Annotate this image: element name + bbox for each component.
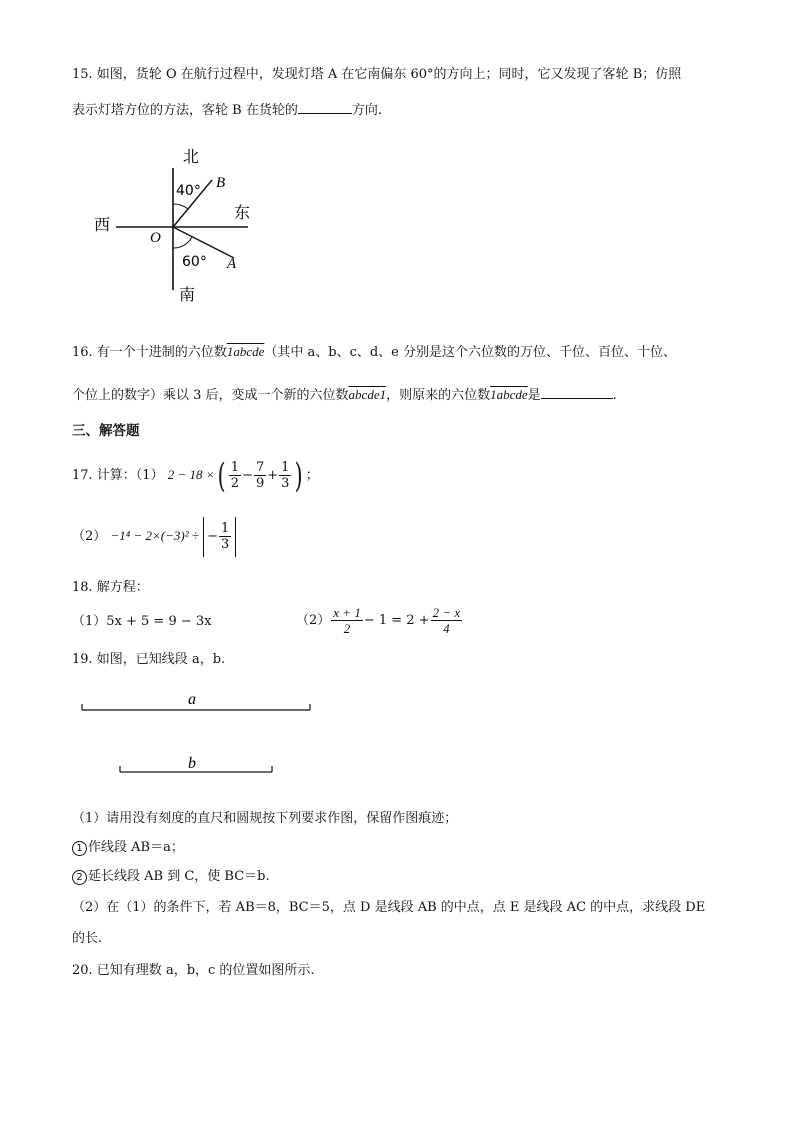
q19-title: 19. 如图，已知线段 a，b. — [72, 652, 226, 667]
q19-requirement-2: （2）在（1）的条件下，若 AB＝8，BC＝5，点 D 是线段 AB 的中点，点 E 是线段 AC 的中点，求线段 DE — [72, 900, 706, 915]
q19-requirement-1: （1）请用没有刻度的直尺和圆规按下列要求作图，保留作图痕迹； — [72, 811, 458, 826]
label-o: O — [150, 230, 161, 246]
fraction: $\frac{2 - x}{4}$ — [432, 605, 461, 636]
original-six-digit-number: 1abcde — [490, 387, 528, 402]
q18-p2-label: （2） — [296, 613, 331, 628]
q15-line2-text: 表示灯塔方位的方法，客轮 B 在货轮的 — [72, 103, 298, 118]
label-south: 南 — [179, 285, 196, 304]
q17-label: 17. 计算：（1） — [72, 468, 164, 483]
right-paren: ) — [295, 455, 304, 496]
answer-blank — [541, 386, 613, 399]
section-heading: 三、解答题 — [72, 423, 140, 439]
q17-part2 — [72, 516, 236, 557]
q17-p2-expr: −1⁴ − 2×(−3)² ÷ — [110, 528, 199, 543]
circled-number: 1 — [72, 841, 87, 856]
segment-b-label: b — [188, 755, 196, 772]
q17-part1 — [72, 456, 319, 495]
six-digit-number: 1abcde — [226, 344, 265, 359]
q19-step-2 — [72, 868, 270, 886]
label-north: 北 — [183, 147, 200, 166]
q17-p2-label: （2） — [72, 529, 107, 544]
q15-line2 — [72, 101, 382, 120]
step-text: 延长线段 AB 到 C，使 BC＝b. — [88, 869, 270, 884]
q16-text-6: . — [612, 388, 617, 403]
q16-text-5: 是 — [527, 388, 541, 403]
segments-figure — [78, 688, 328, 780]
q15-line1: 15. 如图，货轮 O 在航行过程中，发现灯塔 A 在它南偏东 60°的方向上；同时，它又发现了客轮 B；仿照 — [72, 67, 682, 82]
q19-requirement-2-cont: 的长. — [72, 931, 103, 946]
q16-line1 — [72, 343, 676, 362]
compass-figure — [88, 140, 278, 310]
circled-number: 2 — [72, 870, 87, 885]
q16-line2 — [72, 386, 617, 405]
q15-line2-tail: 方向. — [351, 103, 382, 118]
answer-blank — [298, 101, 352, 114]
fraction: $\frac{x + 1}{2}$ — [333, 605, 361, 636]
operator: − — [242, 468, 253, 483]
operator: + — [267, 468, 279, 483]
q17-expr-lead: 2 − 18 × — [167, 467, 215, 482]
q20-line1: 20. 已知有理数 a，b，c 的位置如图所示. — [72, 963, 315, 978]
q16-text-2: （其中 a、b、c、d、e 分别是这个六位数的万位、千位、百位、十位、 — [264, 345, 676, 360]
new-six-digit-number: abcde1 — [348, 387, 387, 402]
label-west: 西 — [94, 215, 111, 234]
fraction: $\frac{1}{3}$ — [281, 460, 290, 491]
label-b: B — [216, 175, 226, 191]
punctuation: ； — [305, 468, 319, 483]
q18-part2 — [296, 603, 463, 639]
q16-text-3: 个位上的数字）乘以 3 后，变成一个新的六位数 — [72, 388, 349, 403]
absolute-value: − $\frac{1}{3}$ — [203, 517, 236, 557]
fraction: $\frac{7}{9}$ — [255, 460, 265, 491]
q16-text-4: ，则原来的六位数 — [386, 388, 491, 403]
q16-text-1: 16. 有一个十进制的六位数 — [72, 345, 227, 360]
step-text: 作线段 AB＝a； — [88, 840, 184, 855]
label-east: 东 — [234, 203, 251, 222]
label-a: A — [227, 256, 237, 272]
segment-a-label: a — [188, 691, 196, 708]
q18-p2-mid: − 1 = 2 + — [363, 613, 430, 628]
q18-part1: （1）5x + 5 = 9 − 3x — [72, 614, 212, 629]
angle-label-40: 40° — [176, 183, 201, 199]
fraction: $\frac{1}{2}$ — [230, 460, 240, 491]
angle-arc-b — [173, 204, 188, 209]
left-paren: ( — [217, 455, 226, 496]
q19-step-1 — [72, 839, 184, 857]
q18-title: 18. 解方程： — [72, 580, 149, 595]
fraction: $\frac{1}{3}$ — [221, 520, 230, 552]
angle-arc-a — [173, 237, 192, 248]
angle-label-60: 60° — [182, 254, 207, 270]
